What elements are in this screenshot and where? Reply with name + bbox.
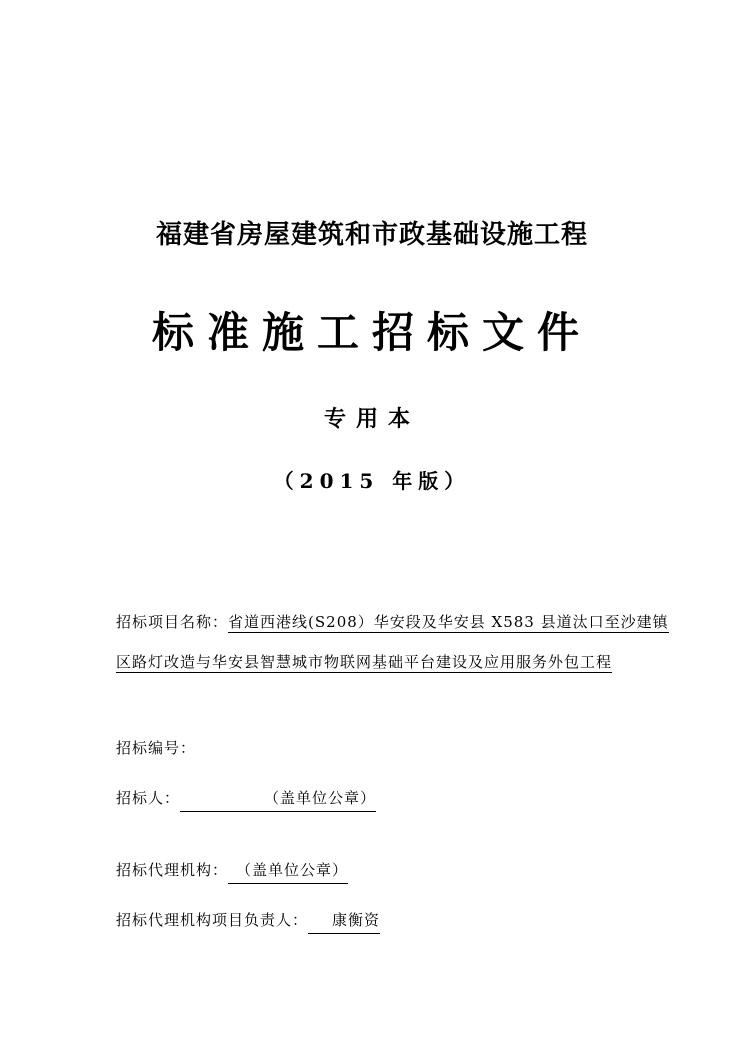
agency-blank	[228, 865, 236, 884]
project-name-row-continued	[116, 650, 612, 674]
agency-seal: （盖单位公章）	[236, 858, 348, 884]
document-title-line1: 福建省房屋建筑和市政基础设施工程	[155, 220, 588, 250]
tenderee-row	[116, 786, 376, 812]
document-title-line2: 标准施工招标文件	[151, 308, 592, 357]
tenderee-blank	[180, 793, 264, 812]
agency-manager-row	[116, 908, 380, 934]
tender-number-label: 招标编号：	[116, 739, 197, 757]
tender-number-row	[116, 736, 196, 760]
project-name-value-line1: 省道西港线(S208）华安段及华安县 X583 县道汰口至沙建镇	[228, 613, 669, 631]
document-edition: （2015 年版）	[273, 469, 471, 493]
agency-manager-value: 康衡资	[308, 908, 380, 934]
project-name-row	[116, 610, 669, 634]
project-name-value-line2: 区路灯改造与华安县智慧城市物联网基础平台建设及应用服务外包工程	[116, 653, 613, 671]
tenderee-label: 招标人：	[116, 789, 181, 807]
tenderee-seal: （盖单位公章）	[264, 786, 376, 812]
agency-label: 招标代理机构：	[116, 861, 229, 879]
agency-row	[116, 858, 348, 884]
agency-manager-label: 招标代理机构项目负责人：	[116, 911, 309, 929]
project-name-label: 招标项目名称：	[116, 613, 229, 631]
document-subtitle: 专用本	[323, 406, 420, 432]
